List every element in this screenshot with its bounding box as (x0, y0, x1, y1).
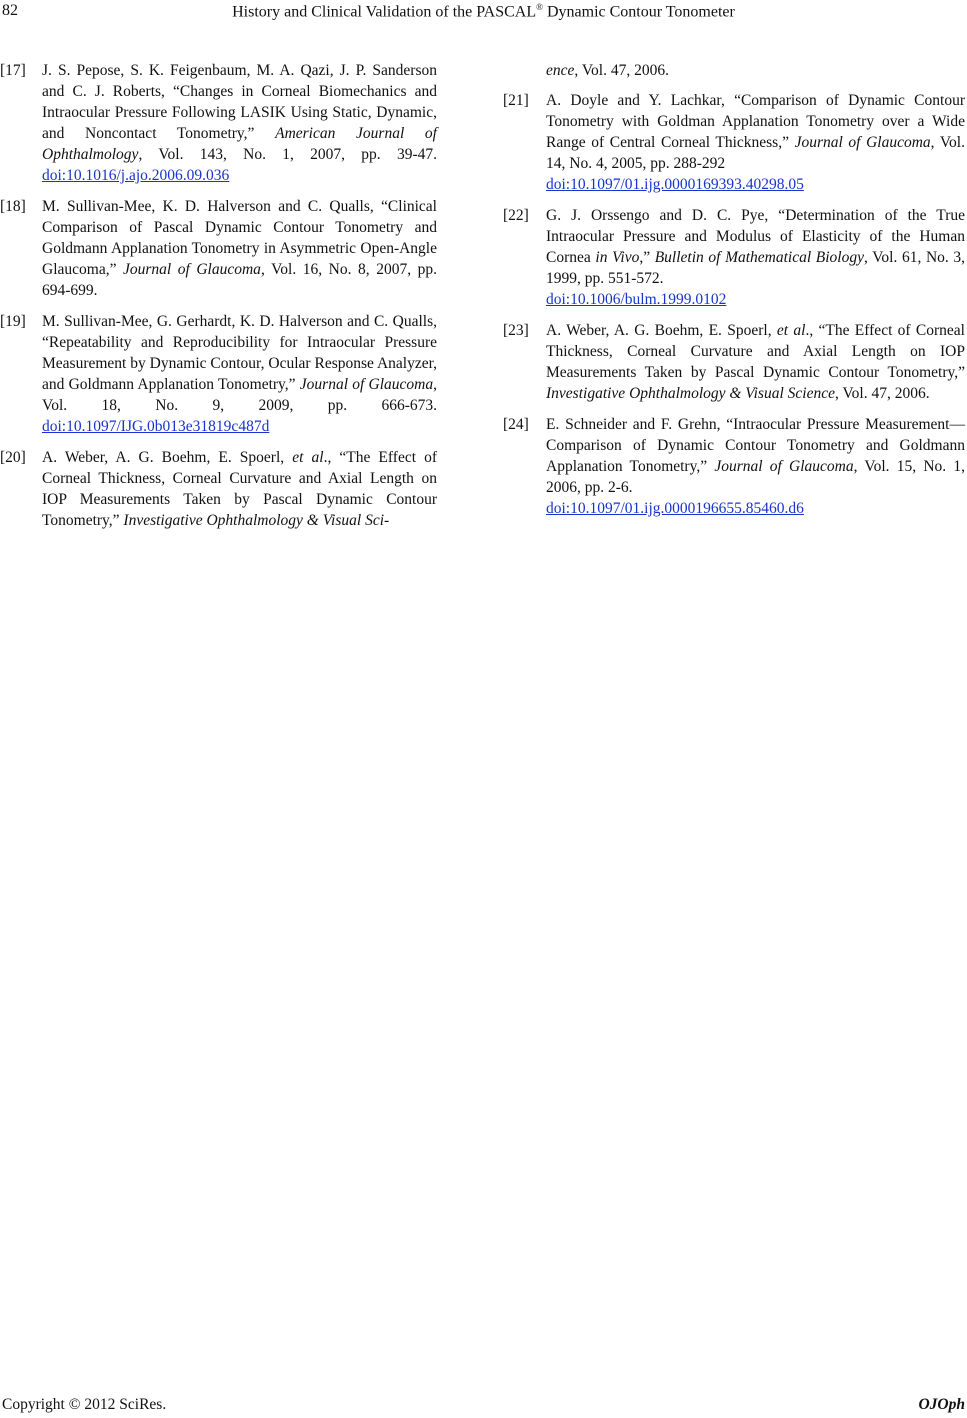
doi-link[interactable]: doi:10.1016/j.ajo.2006.09.036 (42, 167, 230, 184)
ref-journal: Journal of Glaucoma (123, 261, 261, 278)
reference-number: [21] (503, 92, 529, 109)
reference-number: [20] (0, 449, 26, 466)
reference-text (546, 90, 965, 195)
copyright-notice: Copyright © 2012 SciRes. (2, 1396, 167, 1413)
reference-number: [17] (0, 62, 26, 79)
ref-title: ., “The Effect of Corneal Thickness, Corneal Curvature and Axial Length on IOP Measurements Taken by Pascal Dynamic Contour Tonometry,” (546, 322, 965, 381)
reference-22 (503, 205, 965, 310)
running-title-suffix: Dynamic Contour Tonometer (542, 3, 735, 21)
reference-number: [23] (503, 322, 529, 339)
running-title-text: History and Clinical Validation of the PASCAL (232, 3, 537, 21)
reference-text (546, 320, 965, 404)
ref-et-al: et al (776, 322, 806, 339)
ref-details: , Vol. 15, No. 1, 2006, pp. 2-6. (546, 458, 965, 496)
ref-details: , Vol. 16, No. 8, 2007, pp. 694-699. (42, 261, 437, 299)
reference-text (546, 414, 965, 519)
doi-link[interactable]: doi:10.1006/bulm.1999.0102 (546, 291, 727, 308)
reference-number: [22] (503, 207, 529, 224)
ref-details: , Vol. 18, No. 9, 2009, pp. 666-673. (42, 376, 437, 414)
reference-text (42, 311, 437, 437)
doi-link[interactable]: doi:10.1097/01.ijg.0000196655.85460.d6 (546, 500, 804, 517)
reference-number: [24] (503, 416, 529, 433)
ref-title: ., “The Effect of Corneal Thickness, Corneal Curvature and Axial Length on IOP Measurements Taken by Pascal Dynamic Contour Tonometry,” (42, 449, 437, 529)
ref-journal-cont: ence (546, 62, 575, 79)
ref-authors-title: G. J. Orssengo and D. C. Pye, “Determination of the True Intraocular Pressure and Modulus of Elasticity of the Human Cornea (546, 207, 965, 266)
registered-mark: ® (536, 2, 543, 12)
reference-17 (0, 60, 437, 186)
ref-authors: A. Weber, A. G. Boehm, E. Spoerl, (42, 449, 293, 466)
ref-journal: Investigative Ophthalmology & Visual Science (546, 385, 835, 402)
ref-authors: A. Weber, A. G. Boehm, E. Spoerl, (546, 322, 777, 339)
reference-text (42, 447, 437, 531)
reference-text (42, 60, 437, 186)
ref-authors-title: M. Sullivan-Mee, K. D. Halverson and C. Qualls, “Clinical Comparison of Pascal Dynamic Contour Tonometry and Goldmann Applanation Tonometry in Asymmetric Open-Angle Glaucoma,” (42, 198, 437, 278)
ref-details: , Vol. 61, No. 3, 1999, pp. 551-572. (546, 249, 966, 287)
journal-abbrev: OJOph (918, 1396, 965, 1413)
page-header (0, 2, 967, 24)
ref-details: , Vol. 47, 2006. (834, 385, 930, 402)
ref-journal: Journal of Glaucoma (714, 458, 854, 475)
ref-details: , Vol. 14, No. 4, 2005, pp. 288-292 (546, 134, 965, 172)
reference-20 (0, 447, 437, 531)
ref-authors-title: E. Schneider and F. Grehn, “Intraocular Pressure Measurement—Comparison of Dynamic Contour Tonometry and Goldmann Applanation Tonometry,” (546, 416, 965, 475)
ref-details: , Vol. 143, No. 1, 2007, pp. 39-47. (138, 146, 437, 163)
reference-23 (503, 320, 965, 404)
ref-authors-title: A. Doyle and Y. Lachkar, “Comparison of Dynamic Contour Tonometry with Goldman Applanation Tonometry over a Wide Range of Central Corneal Thickness,” (546, 92, 965, 151)
ref-punct: ,” (639, 249, 655, 266)
ref-journal: American Journal of Ophthalmology (42, 125, 437, 163)
reference-number: [18] (0, 198, 26, 215)
ref-et-al: et al (292, 449, 324, 466)
ref-journal: Journal of Glaucoma (299, 376, 434, 393)
references-right-column (503, 60, 965, 529)
ref-journal: Investigative Ophthalmology & Visual Sci- (123, 512, 390, 529)
reference-text (546, 205, 965, 310)
reference-19 (0, 311, 437, 437)
ref-journal: Bulletin of Mathematical Biology (654, 249, 864, 266)
reference-20-continuation (503, 60, 965, 81)
page-footer (0, 1396, 967, 1416)
running-title (0, 2, 967, 21)
reference-number: [19] (0, 313, 26, 330)
reference-21 (503, 90, 965, 195)
ref-authors-title: M. Sullivan-Mee, G. Gerhardt, K. D. Halverson and C. Qualls, “Repeatability and Reproducibility for Intraocular Pressure Measurement by Dynamic Contour, Ocular Response Analyzer, and Goldmann Applanation Tonometry,” (42, 313, 437, 393)
doi-link[interactable]: doi:10.1097/01.ijg.0000169393.40298.05 (546, 176, 804, 193)
page-number: 82 (2, 2, 18, 19)
ref-authors-title: J. S. Pepose, S. K. Feigenbaum, M. A. Qazi, J. P. Sanderson and C. J. Roberts, “Changes in Corneal Biomechanics and Intraocular Pressure Following LASIK Using Static, Dynamic, and Noncontact Tonometry,” (42, 62, 437, 142)
ref-details: , Vol. 47, 2006. (574, 62, 669, 79)
reference-24 (503, 414, 965, 519)
ref-journal: Journal of Glaucoma (794, 134, 931, 151)
doi-link[interactable]: doi:10.1097/IJG.0b013e31819c487d (42, 418, 270, 435)
ref-in-vivo: in Vivo (595, 249, 640, 266)
reference-18 (0, 196, 437, 301)
reference-text (42, 196, 437, 301)
references-left-column (0, 60, 437, 541)
